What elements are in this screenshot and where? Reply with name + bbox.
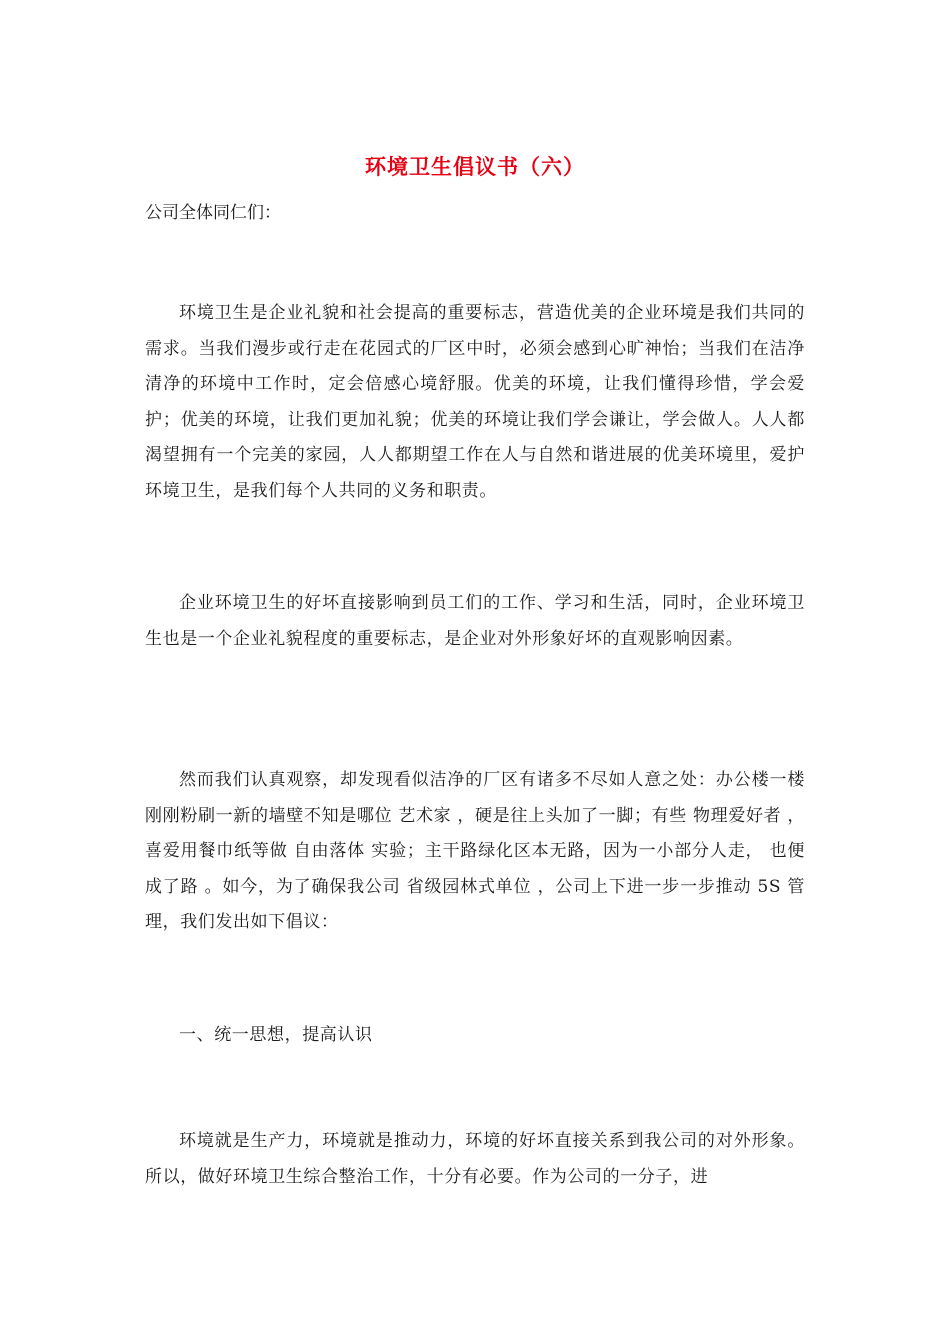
salutation: 公司全体同仁们： (145, 203, 281, 223)
section-heading-1: 一、统一思想，提高认识 (179, 1025, 373, 1045)
paragraph-1: 环境卫生是企业礼貌和社会提高的重要标志，营造优美的企业环境是我们共同的需求。当我们漫步或行走在花园式的厂区中时，必须会感到心旷神怡；当我们在洁净清净的环境中工作时，定会倍感心境舒服。优美的环境，让我们懂得珍惜，学会爱护；优美的环境，让我们更加礼貌；优美的环境让我们学会谦让，学会做人。人人都渴望拥有一个完美的家园，人人都期望工作在人与自然和谐进展的优美环境里，爱护环境卫生，是我们每个人共同的义务和职责。 (145, 303, 805, 501)
paragraph-4: 环境就是生产力，环境就是推动力，环境的好坏直接关系到我公司的对外形象。所以，做好环境卫生综合整治工作，十分有必要。作为公司的一分子，进 (145, 1131, 805, 1187)
paragraph-3: 然而我们认真观察，却发现看似洁净的厂区有诸多不尽如人意之处：办公楼一楼刚刚粉刷一新的墙壁不知是哪位 艺术家 ，硬是往上头加了一脚；有些 物理爱好者 ，喜爱用餐巾纸等做 自由落体 实验；主干路绿化区本无路，因为一小部分人走， 也便成了路 。如今，为了确保我公司 省级园林式单位 ，公司上下进一步一步推动 5S 管理，我们发出如下倡议： (145, 770, 805, 933)
document-title: 环境卫生倡议书（六） (365, 155, 585, 179)
paragraph-2: 企业环境卫生的好坏直接影响到员工们的工作、学习和生活，同时，企业环境卫生也是一个企业礼貌程度的重要标志，是企业对外形象好坏的直观影响因素。 (145, 593, 805, 649)
